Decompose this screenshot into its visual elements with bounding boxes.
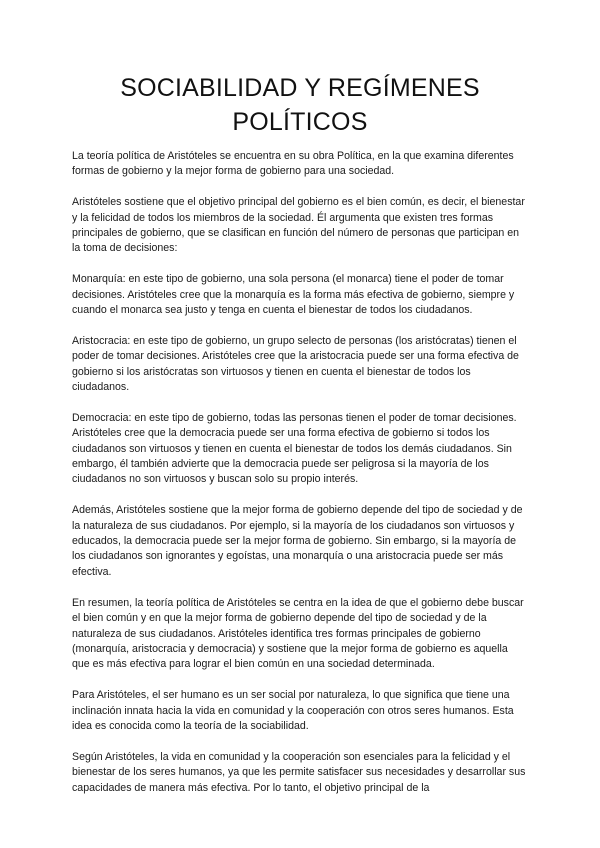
- paragraph-monarquia: Monarquía: en este tipo de gobierno, una sola persona (el monarca) tiene el poder de tomar decisiones. Aristóteles cree que la monarquía es la forma más efectiva de gobierno, siempre y cuando el monarca sea justo y tenga en cuenta el bienestar de todos los ciudadanos.: [72, 273, 515, 317]
- document-title: [72, 71, 528, 139]
- paragraph-ademas: Además, Aristóteles sostiene que la mejor forma de gobierno depende del tipo de sociedad y de la naturaleza de sus ciudadanos. Por ejemplo, si la mayoría de los ciudadanos son virtuosos y educados, la democracia puede ser la mejor forma de gobierno. Sin embargo, si la mayoría de los ciudadanos son ignorantes y egoístas, una monarquía o una aristocracia puede ser más efectiva.: [72, 504, 523, 578]
- paragraph-sociabilidad: Para Aristóteles, el ser humano es un ser social por naturaleza, lo que significa que tiene una inclinación innata hacia la vida en comunidad y la cooperación con otros seres humanos. Esta idea es conocida como la teoría de la sociabilidad.: [72, 689, 514, 732]
- paragraph-intro: La teoría política de Aristóteles se encuentra en su obra Política, en la que examina diferentes formas de gobierno y la mejor forma de gobierno para una sociedad.: [72, 150, 514, 178]
- paragraph-comunidad: Según Aristóteles, la vida en comunidad y la cooperación son esenciales para la felicidad y el bienestar de los seres humanos, ya que les permite satisfacer sus necesidades y desarrollar sus capacidades de manera más efectiva. Por lo tanto, el objetivo principal de la: [72, 750, 526, 794]
- paragraph-aristocracia: Aristocracia: en este tipo de gobierno, un grupo selecto de personas (los aristócratas) tienen el poder de tomar decisiones. Aristóteles cree que la aristocracia puede ser una forma efectiva de gobierno si los aristócratas son virtuosos y tienen en cuenta el bienestar de todos los ciudadanos.: [72, 334, 519, 394]
- paragraph-resumen: En resumen, la teoría política de Aristóteles se centra en la idea de que el gobierno debe buscar el bien común y en que la mejor forma de gobierno depende del tipo de sociedad y de la naturaleza de sus ciudadanos. Aristóteles identifica tres formas principales de gobierno (monarquía, aristocracia y democracia) y sostiene que la mejor forma de gobierno es aquella que es más efectiva para lograr el bien común en una sociedad determinada.: [72, 596, 524, 671]
- title-line-1: SOCIABILIDAD Y REGÍMENES: [120, 74, 480, 102]
- document-body: [72, 149, 528, 796]
- paragraph-bien-comun: Aristóteles sostiene que el objetivo principal del gobierno es el bien común, es decir, el bienestar y la felicidad de todos los miembros de la sociedad. Él argumenta que existen tres formas principales de gobierno, que se clasifican en función del número de personas que participan en la toma de decisiones:: [72, 196, 525, 255]
- paragraph-democracia: Democracia: en este tipo de gobierno, todas las personas tienen el poder de tomar decisiones. Aristóteles cree que la democracia puede ser una forma efectiva de gobierno si todos los ciudadanos son virtuosos y tienen en cuenta el bienestar de todos los demás ciudadanos. Sin embargo, él también advierte que la democracia puede ser peligrosa si la mayoría de los ciudadanos no son virtuosos y buscan solo su propio interés.: [72, 411, 517, 486]
- title-line-2: POLÍTICOS: [232, 108, 368, 136]
